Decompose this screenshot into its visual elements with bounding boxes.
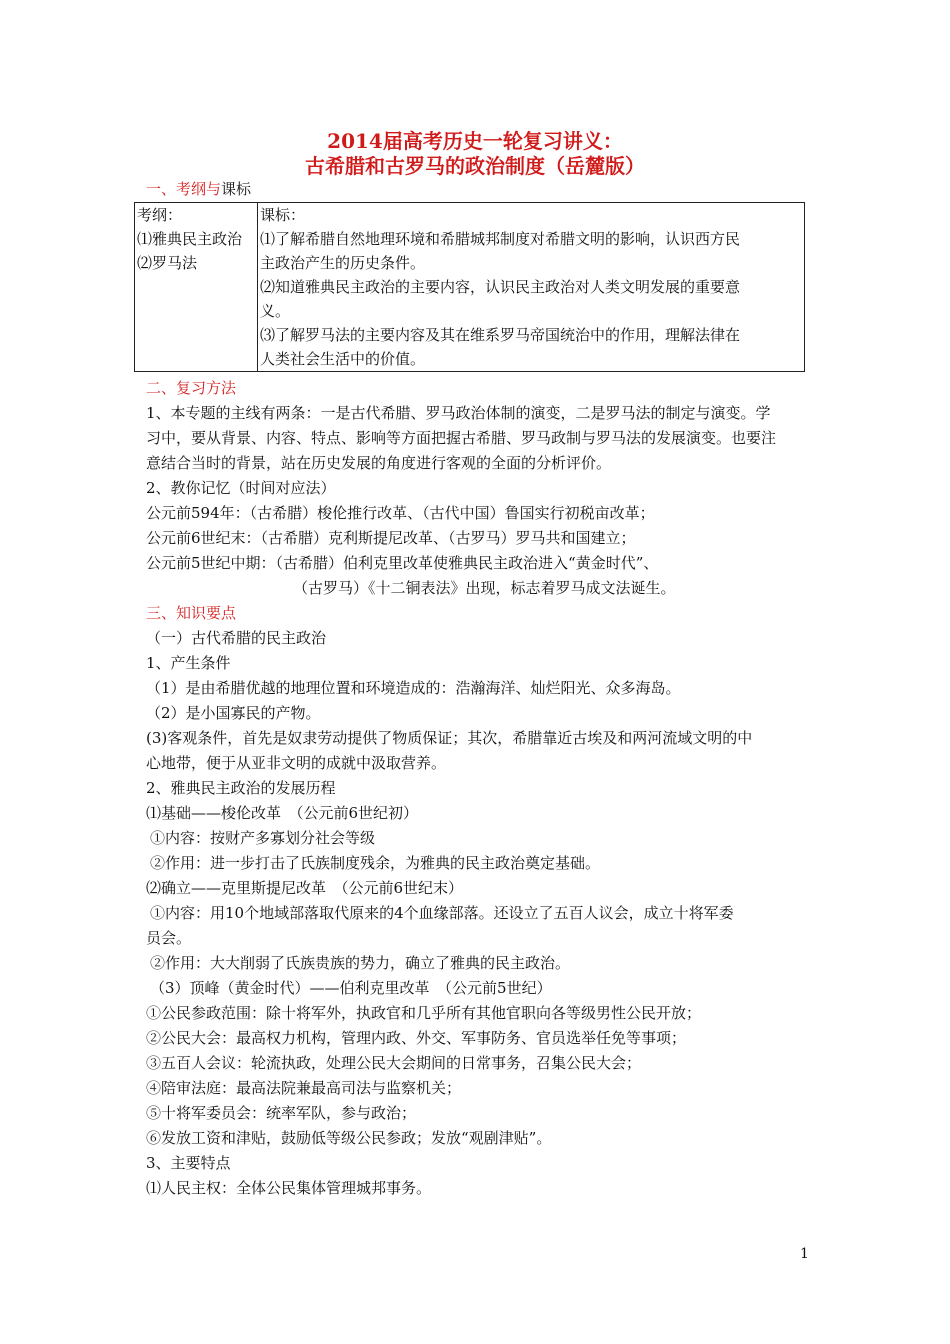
section-1-heading-part-a: 一、考纲与 (146, 180, 222, 198)
paragraph-line: ②作用：大大削弱了氏族贵族的势力，确立了雅典的民主政治。 (150, 954, 571, 972)
curriculum-line: ⑶了解罗马法的主要内容及其在维系罗马帝国统治中的作用，理解法律在 (260, 326, 741, 344)
paragraph-line: 员会。 (146, 929, 192, 947)
paragraph-line: 习中，要从背景、内容、特点、影响等方面把握古希腊、罗马政制与罗马法的发展演变。也要注 (146, 429, 777, 447)
paragraph-line: （1）是由希腊优越的地理位置和环境造成的：浩瀚海洋、灿烂阳光、众多海岛。 (146, 679, 681, 697)
curriculum-line: ⑴了解希腊自然地理环境和希腊城邦制度对希腊文明的影响，认识西方民 (260, 230, 741, 248)
paragraph-line: ⑴基础——梭伦改革 （公元前6世纪初） (146, 804, 419, 822)
paragraph-line: ⑤十将军委员会：统率军队，参与政治； (146, 1104, 417, 1122)
paragraph-line: (3)客观条件，首先是奴隶劳动提供了物质保证；其次，希腊靠近古埃及和两河流域文明的中 (146, 729, 753, 747)
page-number: 1 (800, 1246, 809, 1262)
paragraph-line: ②作用：进一步打击了氏族制度残余，为雅典的民主政治奠定基础。 (150, 854, 601, 872)
paragraph-line: 3、主要特点 (146, 1154, 231, 1172)
section-1-heading (146, 179, 251, 199)
paragraph-line: 1、产生条件 (146, 654, 231, 672)
section-2-heading: 二、复习方法 (146, 379, 237, 397)
curriculum-column (258, 203, 805, 372)
paragraph-line: 公元前6世纪末：（古希腊）克利斯提尼改革、（古罗马）罗马共和国建立； (146, 529, 636, 547)
paragraph-line: ③五百人会议：轮流执政，处理公民大会期间的日常事务，召集公民大会； (146, 1054, 642, 1072)
paragraph-line: 公元前594年：（古希腊）梭伦推行改革、（古代中国）鲁国实行初税亩改革； (146, 504, 655, 522)
curriculum-line: 人类社会生活中的价值。 (260, 350, 426, 368)
curriculum-line: 课标： (260, 206, 306, 224)
paragraph-line: ①内容：用10个地域部落取代原来的4个血缘部落。还设立了五百人议会，成立十将军委 (150, 904, 734, 922)
paragraph-line: 1、本专题的主线有两条：一是古代希腊、罗马政治体制的演变，二是罗马法的制定与演变。学 (146, 404, 771, 422)
title-line-1: 2014届高考历史一轮复习讲义： (327, 129, 623, 153)
syllabus-column (135, 203, 258, 372)
section-1-heading-part-b: 课标 (221, 180, 252, 198)
paragraph-line: 意结合当时的背景，站在历史发展的角度进行客观的全面的分析评价。 (146, 454, 612, 472)
title-line-2: 古希腊和古罗马的政治制度（岳麓版） (305, 154, 645, 178)
curriculum-line: 义。 (260, 302, 291, 320)
paragraph-line: （3）顶峰（黄金时代）——伯利克里改革 （公元前5世纪） (150, 979, 552, 997)
paragraph-line: ①内容：按财产多寡划分社会等级 (150, 829, 376, 847)
syllabus-line: 考纲： (137, 206, 183, 224)
paragraph-line: 公元前5世纪中期：（古希腊）伯利克里改革使雅典民主政治进入“黄金时代”、 (146, 554, 659, 572)
paragraph-line: （古罗马）《十二铜表法》出现，标志着罗马成文法诞生。 (293, 579, 676, 597)
paragraph-line: 2、教你记忆（时间对应法） (146, 479, 336, 497)
paragraph-line: ⑴人民主权：全体公民集体管理城邦事务。 (146, 1179, 432, 1197)
paragraph-line: ⑵确立——克里斯提尼改革 （公元前6世纪末） (146, 879, 464, 897)
paragraph-line: ⑥发放工资和津贴，鼓励低等级公民参政；发放“观剧津贴”。 (146, 1129, 552, 1147)
paragraph-line: （2）是小国寡民的产物。 (146, 704, 321, 722)
curriculum-line: 主政治产生的历史条件。 (260, 254, 426, 272)
paragraph-line: 2、雅典民主政治的发展历程 (146, 779, 336, 797)
paragraph-line: ④陪审法庭：最高法院兼最高司法与监察机关； (146, 1079, 462, 1097)
syllabus-table (134, 202, 805, 372)
paragraph-line: ②公民大会：最高权力机构，管理内政、外交、军事防务、官员选举任免等事项； (146, 1029, 687, 1047)
paragraph-line: 心地带，便于从亚非文明的成就中汲取营养。 (146, 754, 447, 772)
syllabus-line: ⑴雅典民主政治 (137, 230, 243, 248)
paragraph-line: （一）古代希腊的民主政治 (146, 629, 327, 647)
paragraph-line: ①公民参政范围：除十将军外，执政官和几乎所有其他官职向各等级男性公民开放； (146, 1004, 702, 1022)
curriculum-line: ⑵知道雅典民主政治的主要内容，认识民主政治对人类文明发展的重要意 (260, 278, 741, 296)
syllabus-line: ⑵罗马法 (137, 254, 198, 272)
section-3-heading: 三、知识要点 (146, 604, 237, 622)
